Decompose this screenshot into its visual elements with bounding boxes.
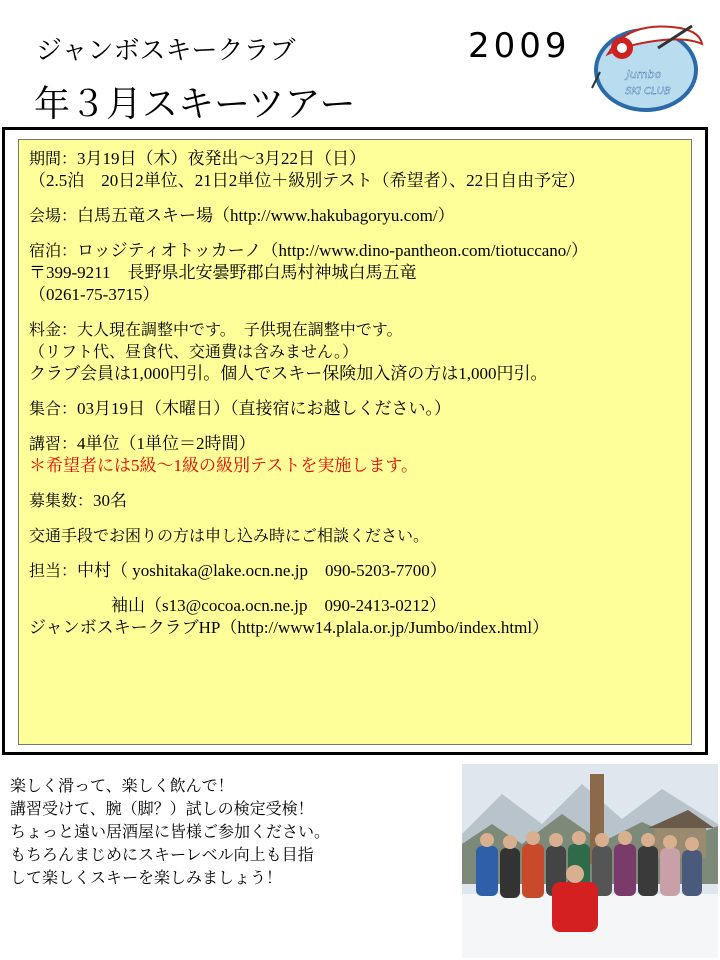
transport-section: 交通手段でお困りの方は申し込み時にご相談ください。 (29, 526, 430, 545)
lesson-test-note: ＊希望者には5級～1級の級別テストを実施します。 (29, 456, 418, 475)
lesson-label: 講習： (29, 434, 78, 453)
club-name-title: ジャンボスキークラブ (36, 36, 296, 66)
message-line: 楽しく滑って、楽しく飲んで！ (10, 776, 234, 795)
lodging-name: ロッジティオトッカーノ（http://www.dino-pantheon.com/tiotuccano/） (77, 241, 589, 260)
capacity-text: 30名 (93, 491, 128, 510)
logo-text-jumbo: Jumbo (626, 68, 662, 81)
venue-text: 白馬五竜スキー場（http://www.hakubagoryu.com/） (77, 206, 455, 225)
message-line: 講習受けて、腕（脚？）試しの検定受検！ (10, 799, 314, 818)
tour-title: 年３月スキーツアー (34, 84, 356, 125)
lodging-label: 宿泊： (29, 241, 78, 260)
lodging-section (29, 240, 691, 306)
tour-details-box (18, 139, 692, 745)
fee-label: 料金： (29, 320, 78, 339)
period-label: 期間： (29, 149, 78, 168)
period-schedule: （2.5泊 20日2単位、21日2単位＋級別テスト（希望者）、22日自由予定） (29, 171, 586, 190)
contact-more (29, 595, 691, 639)
venue-label: 会場： (29, 206, 78, 225)
group-photo (462, 764, 718, 958)
meeting-section (29, 398, 691, 420)
capacity-label: 募集数： (29, 491, 94, 510)
fee-section (29, 319, 691, 385)
message-line: ちょっと遠い居酒屋に皆様ご参加ください。 (10, 822, 331, 841)
contact-person-1: 中村（ yoshitaka@lake.ocn.ne.jp 090-5203-7700） (77, 561, 447, 580)
venue-section (29, 205, 691, 227)
contact-label: 担当： (29, 561, 78, 580)
meeting-text: 03月19日（木曜日）（直接宿にお越しください。） (77, 399, 452, 418)
contact-person-2: 袖山（s13@cocoa.ocn.ne.jp 090-2413-0212） (111, 596, 447, 615)
lesson-section (29, 433, 691, 477)
fee-exclusions: （リフト代、昼食代、交通費は含みません。） (29, 342, 358, 361)
fee-status: 大人現在調整中です。 子供現在調整中です。 (77, 320, 403, 339)
fee-discount: クラブ会員は1,000円引。個人でスキー保険加入済の方は1,000円引。 (29, 364, 548, 383)
tour-year: 2009 (468, 26, 571, 66)
club-homepage[interactable]: ジャンボスキークラブHP（http://www14.plala.or.jp/Jumbo/index.html） (29, 618, 550, 637)
meeting-label: 集合： (29, 399, 78, 418)
logo-text-ski-club: SKI CLUB (625, 86, 671, 97)
message-line: もちろんまじめにスキーレベル向上も目指 (10, 845, 314, 864)
lodging-address: 〒399-9211 長野県北安曇野郡白馬村神城白馬五竜 (29, 263, 417, 282)
club-logo (588, 14, 708, 114)
contact-section (29, 560, 691, 582)
lesson-units: 4単位（1単位＝2時間） (77, 434, 256, 453)
capacity-section (29, 490, 691, 512)
message-line: して楽しくスキーを楽しみましょう！ (10, 868, 283, 887)
invitation-message (10, 774, 450, 889)
lodging-phone: （0261-75-3715） (29, 285, 160, 304)
period-section (29, 148, 691, 192)
period-dates: 3月19日（木）夜発出～3月22日（日） (77, 149, 367, 168)
